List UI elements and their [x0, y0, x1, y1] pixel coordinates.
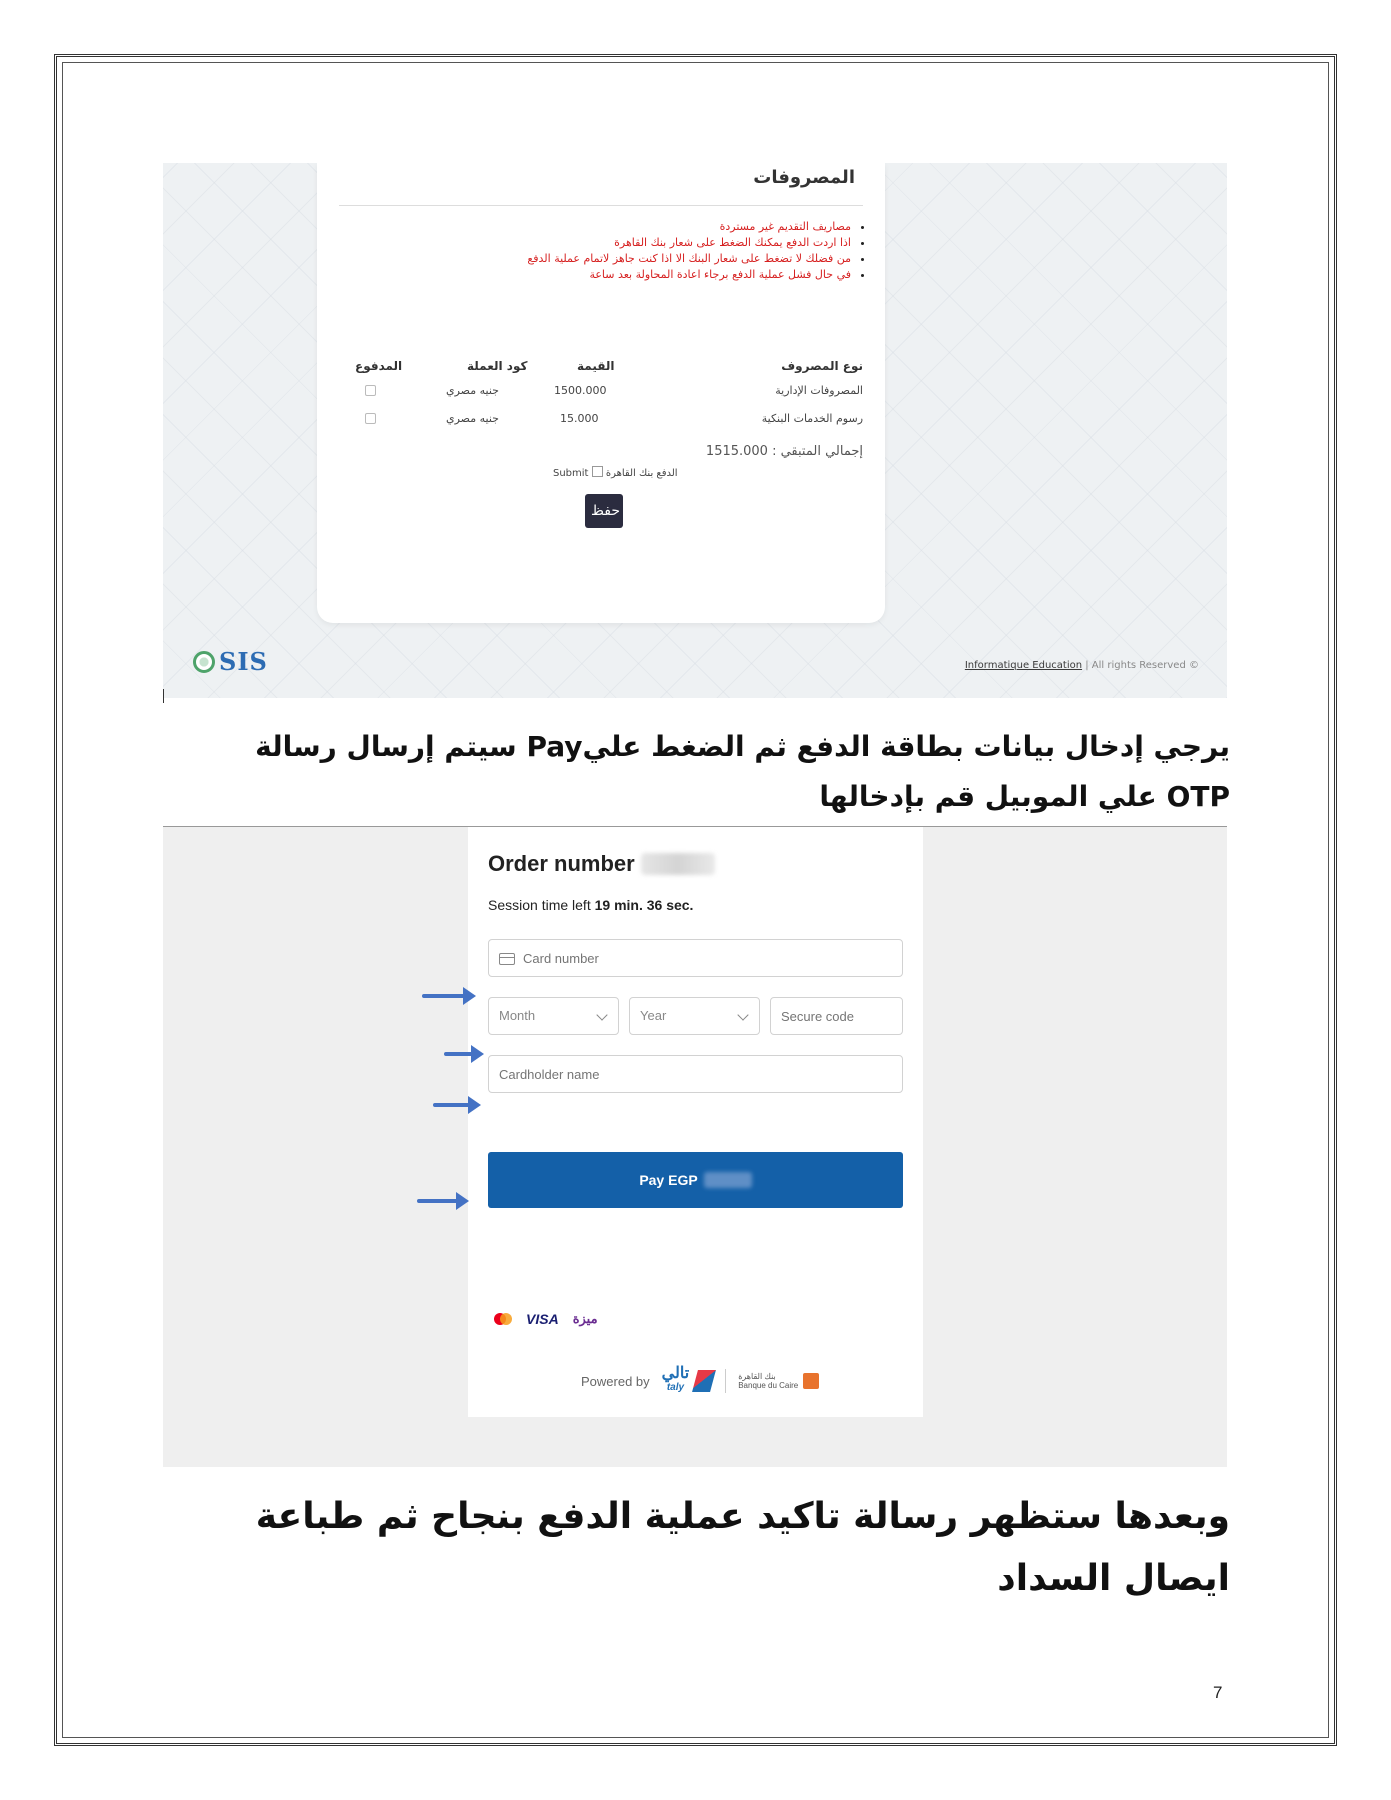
year-placeholder: Year [640, 1008, 667, 1023]
card-brands [494, 1311, 598, 1327]
fees-screenshot [163, 163, 1227, 698]
bank-mark-icon [803, 1373, 819, 1389]
payment-screenshot [163, 826, 1227, 1467]
session-prefix: Session time left [488, 897, 595, 913]
save-button[interactable]: حفظ [585, 494, 623, 528]
powered-by [581, 1367, 819, 1395]
credit-card-icon [499, 953, 515, 965]
taly-arabic: تالي [661, 1365, 690, 1382]
instruction-confirmation: وبعدها ستظهر رسالة تاكيد عملية الدفع بنجاح ثم طباعة ايصال السداد [255, 1496, 1230, 1599]
row-1-paid-checkbox[interactable] [365, 385, 376, 396]
bank-name [738, 1372, 798, 1390]
cardholder-name-input[interactable] [488, 1055, 903, 1093]
order-label: Order number [488, 851, 635, 876]
pay-amount-redacted [704, 1172, 752, 1188]
page-number: 7 [1213, 1683, 1223, 1702]
taly-english: taly [666, 1382, 685, 1393]
logo-globe-icon [193, 651, 215, 673]
bank-name-french: Banque du Caire [738, 1381, 799, 1390]
instruction-payment: يرجي إدخال بيانات بطاقة الدفع ثم الضغط عليPay سيتم إرسال رسالة OTP علي الموبيل قم بإدخالها [255, 730, 1230, 813]
powered-by-label: Powered by [581, 1373, 650, 1389]
row-1-currency: جنيه مصري [446, 384, 499, 397]
chevron-down-icon [737, 1009, 748, 1020]
taly-logo [662, 1367, 714, 1395]
session-timer [488, 897, 693, 913]
payment-form [468, 827, 923, 1417]
row-2-paid-checkbox[interactable] [365, 413, 376, 424]
banque-du-caire-logo [738, 1372, 819, 1390]
session-time: 19 min. 36 sec. [594, 897, 694, 913]
meeza-logo: ميزة [572, 1311, 598, 1326]
visa-logo: VISA [526, 1311, 559, 1327]
taly-mark-icon [692, 1370, 716, 1392]
pay-label: Pay EGP [639, 1172, 698, 1188]
mastercard-icon [494, 1313, 512, 1325]
chevron-down-icon [596, 1009, 607, 1020]
row-1-type: المصروفات الإدارية [775, 384, 863, 397]
footer [965, 660, 1199, 671]
logo-text: SIS [219, 647, 268, 676]
row-2-value: 15.000 [560, 412, 599, 425]
row-1-value: 1500.000 [554, 384, 607, 397]
arrow-cardholder-icon [433, 1103, 471, 1107]
bank-name-arabic: بنك القاهرة [738, 1372, 776, 1381]
bank-image-alt: Submit [553, 468, 589, 479]
bank-logo-link[interactable] [553, 466, 678, 479]
col-header-paid: المدفوع [355, 359, 403, 373]
title-divider [339, 205, 863, 206]
col-header-currency: كود العملة [467, 359, 528, 373]
secure-code-input[interactable] [770, 997, 903, 1035]
fees-title: المصروفات [753, 167, 855, 188]
col-header-value: القيمة [577, 359, 615, 373]
fees-card [317, 163, 885, 623]
taly-wordmark [662, 1367, 690, 1395]
note-item: • في حال فشل عملية الدفع برجاء اعادة المحاولة بعد ساعة [331, 267, 851, 283]
year-select[interactable] [629, 997, 760, 1035]
pay-button[interactable] [488, 1152, 903, 1208]
screenshot-edge [163, 689, 164, 703]
month-select[interactable] [488, 997, 619, 1035]
note-item: • من فضلك لا تضغط على شعار البنك الا اذا كنت جاهز لاتمام عملية الدفع [331, 251, 851, 267]
card-number-input[interactable] [488, 939, 903, 977]
row-2-currency: جنيه مصري [446, 412, 499, 425]
col-header-type: نوع المصروف [781, 359, 863, 373]
footer-link[interactable]: Informatique Education [964, 660, 1083, 671]
arrow-card-number-icon [422, 994, 466, 998]
note-item: • مصاريف التقديم غير مستردة [331, 219, 851, 235]
arrow-expiry-icon [444, 1052, 474, 1056]
row-2-type: رسوم الخدمات البنكية [761, 412, 863, 425]
logo-divider [725, 1369, 726, 1393]
arrow-pay-button-icon [417, 1199, 459, 1203]
broken-image-icon [592, 466, 603, 477]
total-remaining: إجمالي المتبقي : 1515.000 [705, 444, 863, 459]
order-number [488, 851, 715, 877]
fees-notes [331, 219, 869, 283]
footer-copyright: | All rights Reserved © [1082, 660, 1199, 671]
month-placeholder: Month [499, 1008, 536, 1023]
bank-link-label: الدفع بنك القاهرة [605, 468, 678, 479]
order-number-redacted [641, 853, 715, 875]
note-item: • اذا اردت الدفع يمكنك الضغط على شعار بنك القاهرة [331, 235, 851, 251]
sis-logo [193, 647, 268, 676]
